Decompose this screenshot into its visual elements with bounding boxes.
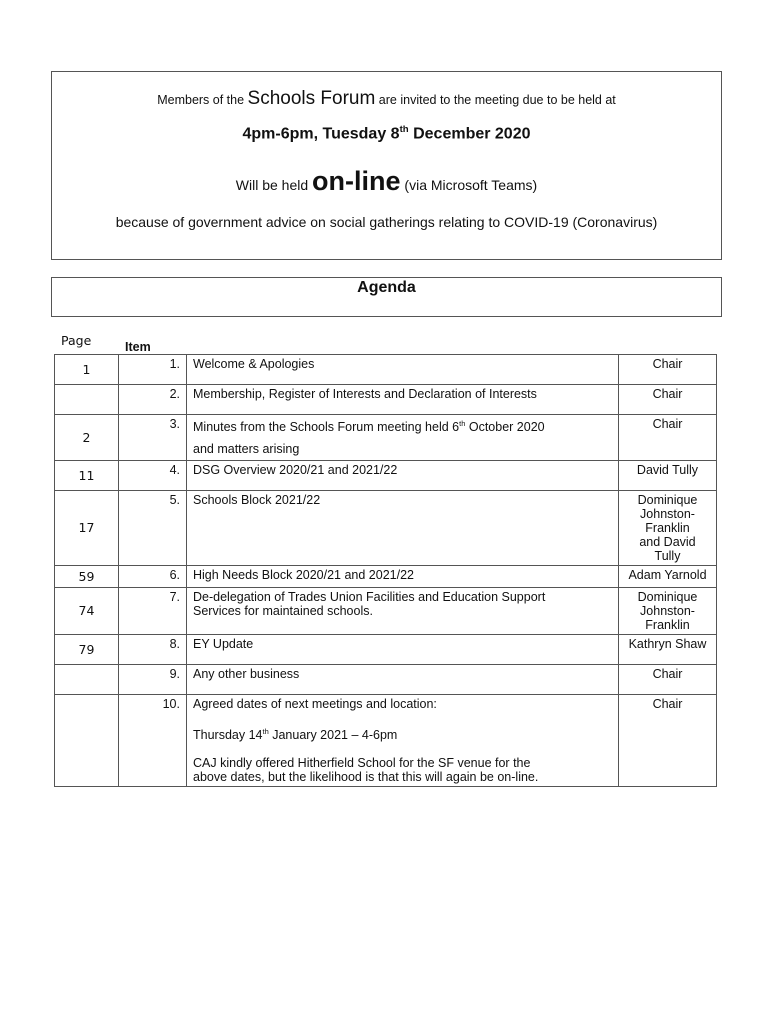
spacer [193,711,612,725]
item-owner: Chair [619,415,717,461]
format-post: (via Microsoft Teams) [400,177,538,193]
owner-line: Johnston-Franklin [640,604,695,632]
datetime-post: December 2020 [408,125,531,143]
item-description [187,491,619,566]
item-owner: David Tully [619,461,717,491]
item-description [187,665,619,695]
page-number [55,665,119,695]
item-number: 7. [119,588,187,635]
next-meeting-date [193,725,612,742]
agenda-table [54,354,717,787]
description-pre: Minutes from the Schools Forum meeting held 6 [193,420,460,435]
description-text: High Needs Block 2020/21 and 2021/22 [193,568,414,582]
item-column-header: Item [125,340,151,354]
description-text: Membership, Register of Interests and Declaration of Interests [193,387,537,401]
description-sup: th [459,419,466,428]
item-owner: Kathryn Shaw [619,635,717,665]
item-owner [619,588,717,635]
table-row [55,461,717,491]
page-number: 74 [55,588,119,635]
description-text [193,417,612,434]
description-text: De-delegation of Trades Union Facilities and Education Support [193,590,546,604]
item-description [187,461,619,491]
table-row [55,695,717,787]
description-text: Agreed dates of next meetings and location: [193,697,437,711]
item-number: 1. [119,355,187,385]
item-number: 3. [119,415,187,461]
description-text: Welcome & Apologies [193,357,315,371]
table-row [55,385,717,415]
page-column-header: Page [61,333,92,348]
page-number: 17 [55,491,119,566]
page-number [55,695,119,787]
format-pre: Will be held [235,177,313,193]
page-number [55,385,119,415]
spacer [193,742,612,756]
item-description [187,635,619,665]
item-description [187,385,619,415]
spacer [193,434,612,442]
table-row [55,566,717,588]
description-text: Any other business [193,667,300,681]
item-number: 9. [119,665,187,695]
item-description [187,566,619,588]
page-number: 11 [55,461,119,491]
table-row [55,415,717,461]
description-text: Services for maintained schools. [193,604,373,618]
description-text: DSG Overview 2020/21 and 2021/22 [193,463,398,477]
page-number: 59 [55,566,119,588]
table-row [55,588,717,635]
item-description [187,415,619,461]
item-owner: Chair [619,355,717,385]
item-owner [619,491,717,566]
invitation-text-post: are invited to the meeting due to be held at [375,93,616,107]
item-number: 5. [119,491,187,566]
item-description [187,695,619,787]
item-number: 6. [119,566,187,588]
owner-line: Dominique [637,590,698,604]
description-text: EY Update [193,637,254,651]
item-owner: Adam Yarnold [619,566,717,588]
item-number: 2. [119,385,187,415]
invitation-line [52,88,721,110]
date-sup: th [262,727,269,736]
table-row [55,355,717,385]
table-row [55,665,717,695]
description-text: and matters arising [193,442,300,457]
table-row [55,491,717,566]
item-description [187,355,619,385]
meeting-datetime [52,124,721,143]
description-post: October 2020 [465,420,545,435]
date-post: January 2021 – 4-6pm [268,728,398,743]
owner-line: Dominique [637,493,698,507]
page-number: 2 [55,415,119,461]
item-owner: Chair [619,665,717,695]
covid-reason-line: because of government advice on social gatherings relating to COVID-19 (Coronavirus) [115,214,658,230]
invitation-text-pre: Members of the [157,93,248,107]
item-number: 8. [119,635,187,665]
forum-name: Schools Forum [247,88,376,109]
agenda-title-box [51,277,722,317]
owner-line: Johnston-Franklin [640,507,695,535]
item-description [187,588,619,635]
agenda-title: Agenda [357,279,416,296]
table-row [55,635,717,665]
item-owner: Chair [619,695,717,787]
page-number: 1 [55,355,119,385]
owner-line: and David Tully [639,535,696,563]
date-pre: Thursday 14 [193,728,263,743]
online-label: on-line [312,166,401,196]
item-owner: Chair [619,385,717,415]
datetime-sup: th [399,124,409,135]
datetime-pre: 4pm-6pm, Tuesday 8 [242,125,400,143]
item-number: 10. [119,695,187,787]
item-number: 4. [119,461,187,491]
description-text: CAJ kindly offered Hitherfield School for the SF venue for the [193,756,531,771]
description-text: above dates, but the likelihood is that this will again be on-line. [193,770,539,785]
description-text: Schools Block 2021/22 [193,493,321,507]
meeting-notice-box [51,71,722,260]
meeting-format-line [52,166,721,197]
page-number: 79 [55,635,119,665]
